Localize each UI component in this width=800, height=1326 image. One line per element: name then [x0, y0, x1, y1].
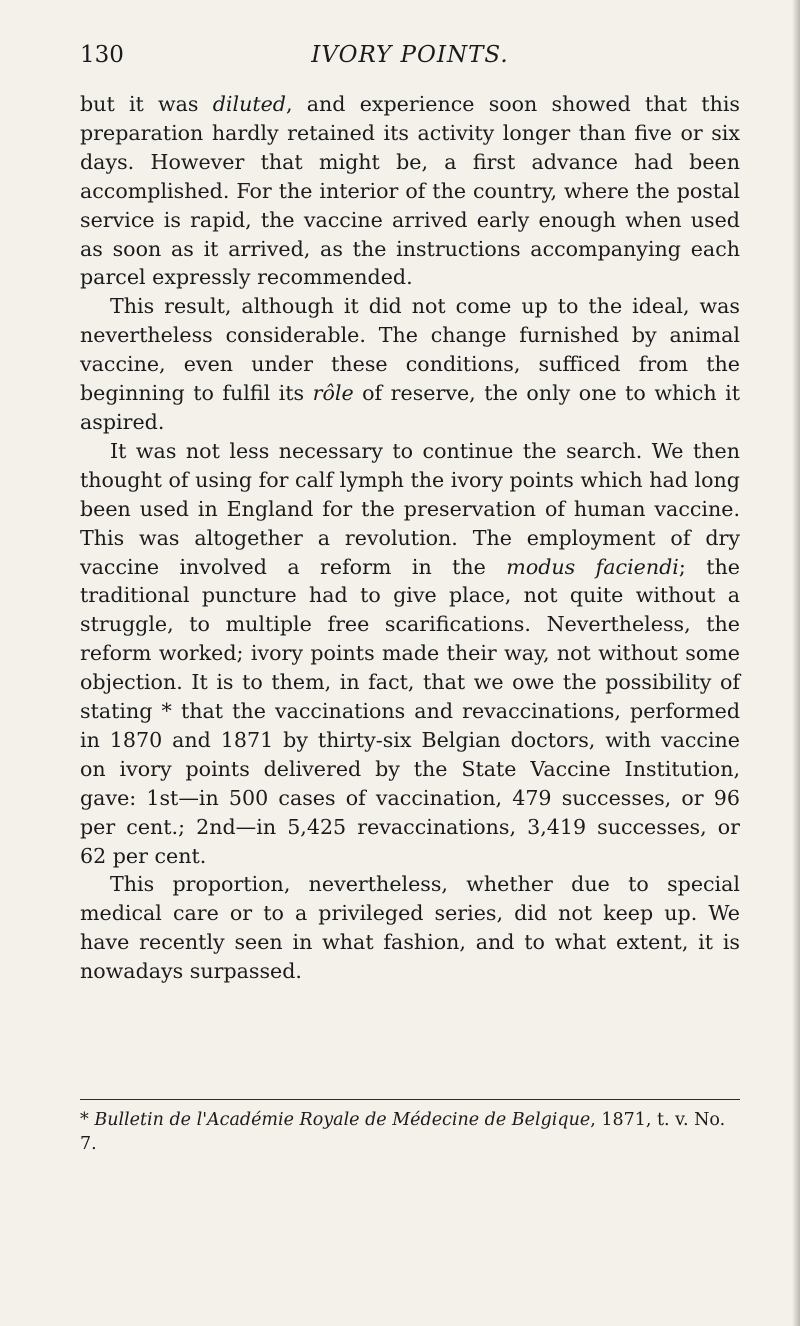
italic-text: diluted — [212, 92, 286, 116]
footnote — [80, 1108, 740, 1156]
body-text — [80, 90, 740, 986]
paragraph — [80, 292, 740, 437]
text-run: It was not less necessary to continue the search. We then thought of using for calf lymph the ivory points which had long been used in England for the preservation of human vaccine. This was altogether a revolution. The employment of dry vaccine involved a reform in the — [80, 438, 740, 579]
running-title: IVORY POINTS. — [311, 42, 509, 68]
page-edge-shadow — [792, 0, 800, 1326]
text-run: , and experience soon showed that this preparation hardly retained its activity longer than five or six days. However that might be, a first advance had been accomplished. For the interior of the country, where the postal service is rapid, the vaccine arrived early enough when used as soon as it arrived, as the instructions accompanying each parcel expressly recommended. — [80, 92, 740, 290]
footnote-marker: * — [80, 1110, 95, 1130]
text-run: ; the traditional puncture had to give place, not quite without a struggle, to multiple free scarifications. Nevertheless, the reform worked; ivory points made their way, not without some objection. It is to them, in fact, that we owe the possibility of stating * that the vaccinations and revaccinations, performed in 1870 and 1871 by thirty-six Belgian doctors, with vaccine on ivory points delivered by the State Vaccine Institution, gave: 1st—in 500 cases of vaccination, 479 successes, or 96 per cent.; 2nd—in 5,425 revaccinations, 3,419 successes, or 62 per cent. — [80, 554, 740, 868]
footnote-rest: , 1871, t. v. No. 7. — [80, 1110, 726, 1154]
page-number: 130 — [80, 42, 124, 68]
paragraph — [80, 437, 740, 871]
text-run: of reserve, the only one to which it aspired. — [80, 381, 740, 434]
italic-text: modus faciendi — [506, 554, 679, 579]
paragraph — [80, 870, 740, 986]
footnote-divider — [80, 1099, 740, 1100]
page-header — [80, 42, 740, 76]
paragraph — [80, 90, 740, 292]
text-run: This proportion, nevertheless, whether due to special medical care or to a privileged series, did not keep up. We have recently seen in what fashion, and to what extent, it is nowadays surpassed. — [80, 872, 740, 984]
italic-text: rôle — [312, 381, 354, 406]
text-run: but it was — [80, 92, 213, 116]
footnote-title: Bulletin de l'Académie Royale de Médecine de Belgique — [94, 1110, 591, 1130]
text-run: This result, although it did not come up to the ideal, was nevertheless considerable. The change furnished by animal vaccine, even under these conditions, sufficed from the beginning to fulfil its — [80, 294, 740, 406]
